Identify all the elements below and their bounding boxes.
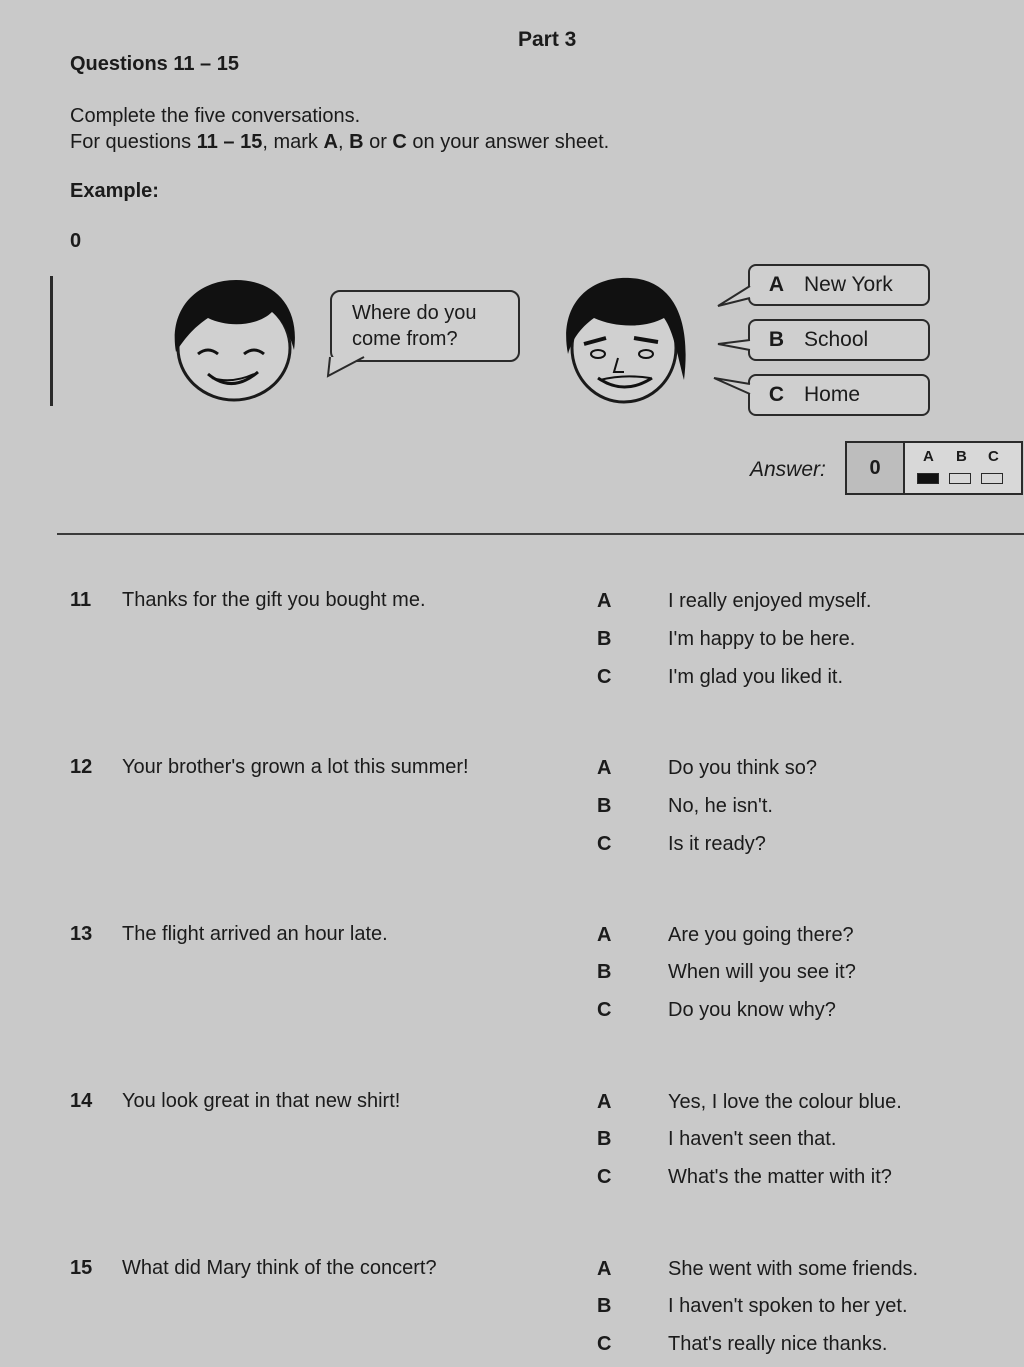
- question-number: 14: [70, 1090, 93, 1112]
- question-number: 15: [70, 1257, 93, 1279]
- option-text: Are you going there?: [668, 924, 854, 946]
- questions-range-heading: Questions 11 – 15: [70, 53, 239, 75]
- option-text: I really enjoyed myself.: [668, 590, 872, 612]
- answer-number: 0: [847, 443, 905, 493]
- option-text: When will you see it?: [668, 961, 856, 983]
- option-letter: C: [597, 666, 612, 688]
- option-c-tail: [712, 374, 752, 398]
- option-letter: C: [768, 383, 784, 406]
- example-number: 0: [70, 230, 82, 252]
- question-prompt: Thanks for the gift you bought me.: [122, 589, 426, 611]
- instruction-letter-c: C: [392, 131, 407, 153]
- option-text: Home: [804, 383, 861, 406]
- option-text: I haven't seen that.: [668, 1128, 837, 1150]
- instruction-letter-b: B: [349, 131, 364, 153]
- option-letter: B: [768, 328, 784, 351]
- option-text: Is it ready?: [668, 833, 766, 855]
- option-text: I'm happy to be here.: [668, 628, 856, 650]
- instruction-line-1: Complete the five conversations.: [70, 105, 361, 127]
- section-divider: [57, 533, 1024, 535]
- option-letter: B: [597, 961, 612, 983]
- instruction-text: For questions: [70, 131, 197, 153]
- question-number: 13: [70, 923, 93, 945]
- option-text: Do you think so?: [668, 757, 817, 779]
- option-letter: B: [597, 1295, 612, 1317]
- grid-letter-b: B: [956, 448, 967, 465]
- instruction-letter-a: A: [323, 131, 338, 153]
- option-letter: A: [597, 1258, 612, 1280]
- option-text: New York: [804, 273, 893, 296]
- question-number: 11: [70, 589, 92, 611]
- option-letter: B: [597, 628, 612, 650]
- girl-face-illustration: [168, 278, 304, 404]
- option-letter: A: [597, 757, 612, 779]
- option-text: School: [804, 328, 869, 351]
- question-prompt: The flight arrived an hour late.: [122, 923, 388, 945]
- example-option-a: [748, 264, 930, 306]
- boy-face-illustration: [560, 274, 692, 406]
- instruction-range: 11 – 15: [196, 131, 263, 153]
- instruction-text: , mark: [262, 131, 324, 153]
- speech-bubble: [330, 290, 520, 362]
- option-text: That's really nice thanks.: [668, 1333, 888, 1355]
- speech-bubble-tail: [326, 356, 366, 378]
- option-letter: C: [597, 1166, 612, 1188]
- option-letter: C: [597, 1333, 612, 1355]
- option-b-tail: [716, 336, 752, 356]
- option-text: Do you know why?: [668, 999, 836, 1021]
- option-text: No, he isn't.: [668, 795, 773, 817]
- question-prompt: You look great in that new shirt!: [122, 1090, 401, 1112]
- grid-letter-a: A: [923, 448, 934, 465]
- instruction-text: on your answer sheet.: [406, 131, 610, 153]
- option-letter: C: [597, 999, 612, 1021]
- answer-sheet-sample: [845, 441, 1023, 495]
- option-text: I haven't spoken to her yet.: [668, 1295, 908, 1317]
- option-text: She went with some friends.: [668, 1258, 919, 1280]
- option-text: I'm glad you liked it.: [668, 666, 844, 688]
- instruction-text: or: [363, 131, 393, 153]
- option-letter: A: [597, 1091, 612, 1113]
- answer-cell-c: [981, 473, 1003, 484]
- instruction-text: ,: [337, 131, 350, 153]
- option-text: Yes, I love the colour blue.: [668, 1091, 902, 1113]
- option-letter: B: [597, 1128, 612, 1150]
- answer-label: Answer:: [750, 458, 826, 481]
- option-letter: A: [597, 590, 612, 612]
- option-letter: A: [597, 924, 612, 946]
- question-prompt: What did Mary think of the concert?: [122, 1257, 437, 1279]
- option-text: What's the matter with it?: [668, 1166, 892, 1188]
- option-letter: C: [597, 833, 612, 855]
- instruction-line-2: [70, 131, 609, 154]
- example-divider: [50, 276, 53, 406]
- speech-line: come from?: [352, 328, 458, 350]
- speech-line: Where do you: [352, 302, 477, 324]
- option-a-tail: [716, 284, 752, 310]
- option-letter: A: [768, 273, 784, 296]
- grid-letter-c: C: [988, 448, 999, 465]
- example-label: Example:: [70, 180, 159, 202]
- answer-cell-b: [949, 473, 971, 484]
- question-number: 12: [70, 756, 93, 778]
- option-letter: B: [597, 795, 612, 817]
- question-prompt: Your brother's grown a lot this summer!: [122, 756, 469, 778]
- answer-cell-a-filled: [917, 473, 939, 484]
- example-option-b: [748, 319, 930, 361]
- example-option-c: [748, 374, 930, 416]
- part-title: Part 3: [518, 28, 577, 51]
